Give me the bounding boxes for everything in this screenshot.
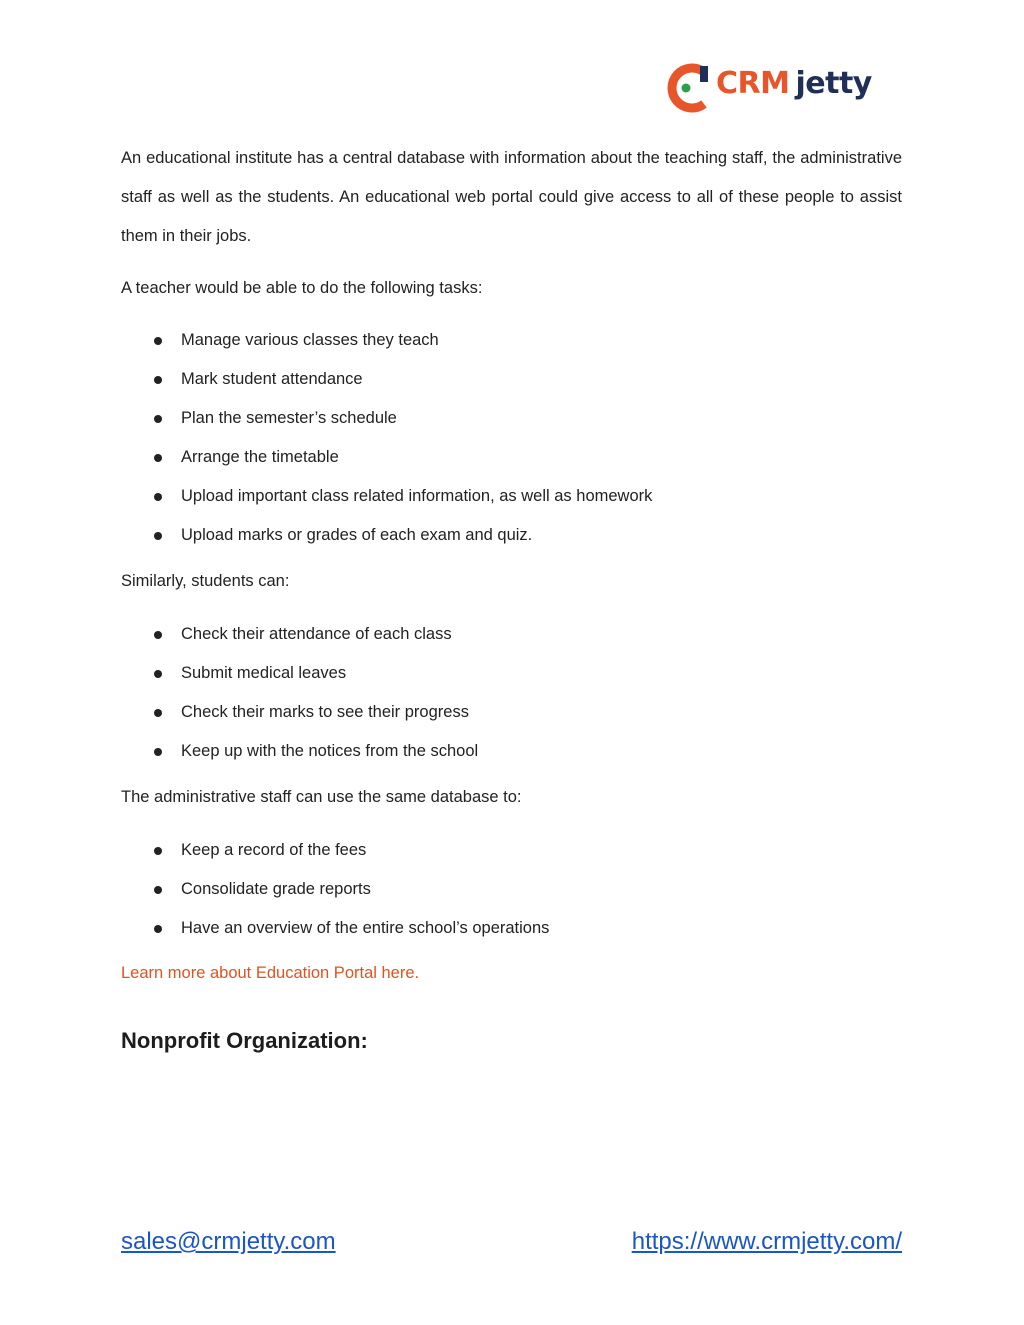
bullet-icon: [154, 631, 162, 639]
bullet-icon: [154, 925, 162, 933]
crmjetty-logo: [664, 60, 874, 116]
section-heading: Nonprofit Organization:: [121, 1028, 368, 1053]
list-item: Check their attendance of each class: [121, 615, 902, 654]
teacher-intro: A teacher would be able to do the following tasks:: [121, 279, 483, 297]
teacher-task-list: [121, 321, 902, 555]
list-item: Manage various classes they teach: [121, 321, 902, 360]
bullet-icon: [154, 337, 162, 345]
crmjetty-c-mark-icon: [664, 60, 712, 116]
bullet-icon: [154, 670, 162, 678]
list-item: Have an overview of the entire school’s operations: [121, 909, 902, 948]
bullet-icon: [154, 709, 162, 717]
logo-jetty-text: jetty: [795, 66, 872, 101]
list-item: Upload important class related information, as well as homework: [121, 477, 902, 516]
bullet-icon: [154, 454, 162, 462]
learn-more-link[interactable]: Learn more about Education Portal here.: [121, 964, 420, 982]
list-item: Submit medical leaves: [121, 654, 902, 693]
students-intro: Similarly, students can:: [121, 572, 290, 590]
student-task-list: [121, 615, 902, 771]
list-item: Arrange the timetable: [121, 438, 902, 477]
bullet-icon: [154, 532, 162, 540]
list-item: Mark student attendance: [121, 360, 902, 399]
list-item: Consolidate grade reports: [121, 870, 902, 909]
logo-crm-text: CRM: [716, 66, 790, 101]
footer-website-link[interactable]: https://www.crmjetty.com/: [631, 1228, 902, 1255]
logo-wordmark: [716, 66, 872, 101]
list-item: Check their marks to see their progress: [121, 693, 902, 732]
list-item: Plan the semester’s schedule: [121, 399, 902, 438]
bullet-icon: [154, 415, 162, 423]
bullet-icon: [154, 847, 162, 855]
list-item: Keep up with the notices from the school: [121, 732, 902, 771]
admin-intro: The administrative staff can use the same database to:: [121, 788, 522, 806]
bullet-icon: [154, 376, 162, 384]
bullet-icon: [154, 493, 162, 501]
footer-email-link[interactable]: sales@crmjetty.com: [121, 1228, 336, 1255]
intro-paragraph: An educational institute has a central database with information about the teaching staff, the administrative staff as well as the students. An educational web portal could give access to all of these people to assist them in their jobs.: [121, 149, 902, 245]
list-item: Keep a record of the fees: [121, 831, 902, 870]
bullet-icon: [154, 748, 162, 756]
list-item: Upload marks or grades of each exam and quiz.: [121, 516, 902, 555]
bullet-icon: [154, 886, 162, 894]
admin-task-list: [121, 831, 902, 948]
